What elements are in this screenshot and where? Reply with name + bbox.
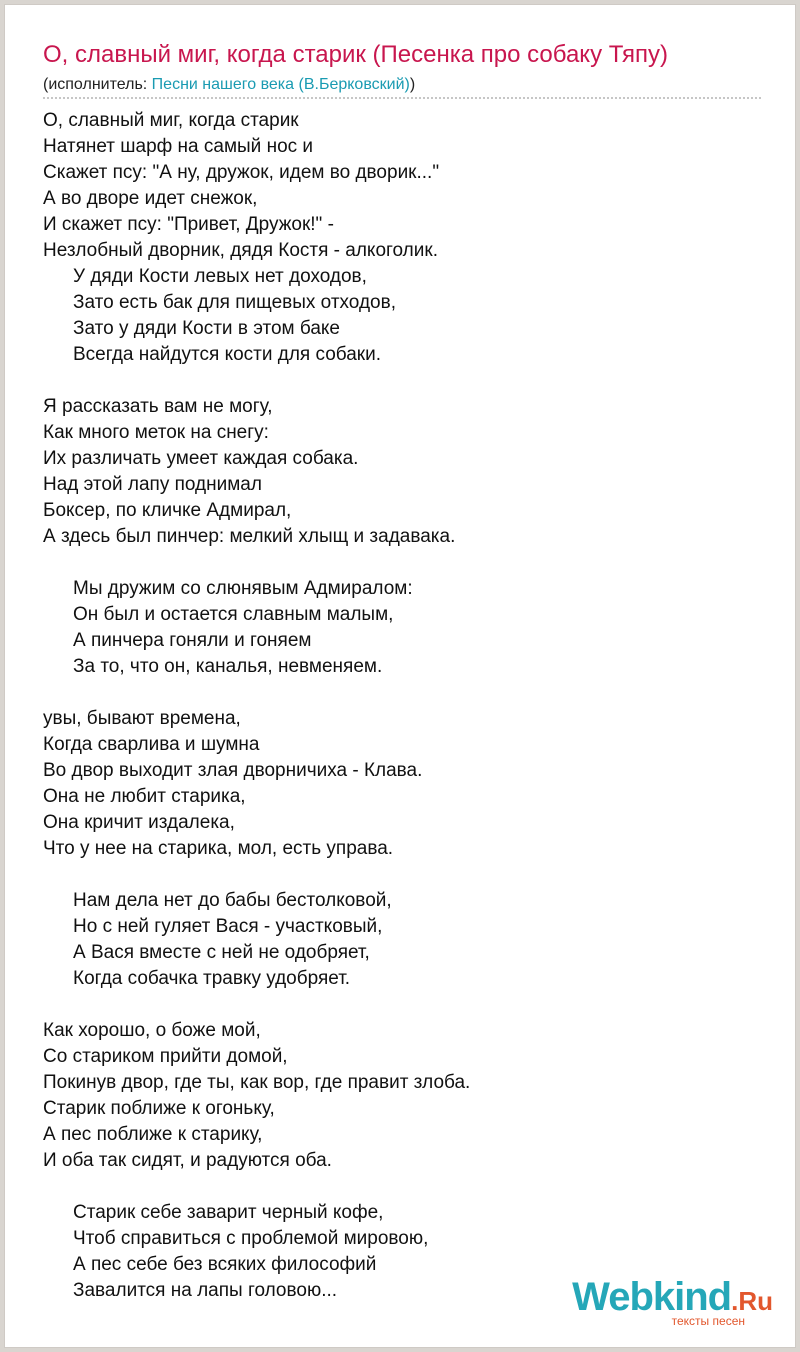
lyric-line: А пес поближе к старику, <box>43 1124 263 1145</box>
lyric-line: Чтоб справиться с проблемой мировою, <box>73 1228 429 1249</box>
lyric-line: За то, что он, каналья, невменяем. <box>73 656 383 677</box>
lyric-line: У дяди Кости левых нет доходов, <box>73 266 367 287</box>
lyric-line: Со стариком прийти домой, <box>43 1046 288 1067</box>
lyric-line: Когда сварлива и шумна <box>43 734 260 755</box>
logo-wordmark: Webkind <box>572 1275 732 1319</box>
lyric-line: Как хорошо, о боже мой, <box>43 1020 261 1041</box>
lyric-line: Скажет псу: "А ну, дружок, идем во дворик..." <box>43 162 440 183</box>
lyric-line: О, славный миг, когда старик <box>43 110 299 131</box>
lyric-line: Она не любит старика, <box>43 786 246 807</box>
lyric-line: Но с ней гуляет Вася - участковый, <box>73 916 383 937</box>
lyrics-card <box>4 4 796 1348</box>
lyric-line: Над этой лапу поднимал <box>43 474 262 495</box>
performer-prefix: (исполнитель: <box>43 76 152 93</box>
lyric-line: Нам дела нет до бабы бестолковой, <box>73 890 392 911</box>
lyric-line: Когда собачка травку удобряет. <box>73 968 351 989</box>
lyric-line: А пес себе без всяких философий <box>73 1254 377 1275</box>
lyric-line: А во дворе идет снежок, <box>43 188 258 209</box>
performer-suffix: ) <box>409 76 416 93</box>
lyric-line: Она кричит издалека, <box>43 812 235 833</box>
stanza-break <box>43 680 470 706</box>
lyric-line: Зато у дяди Кости в этом баке <box>73 318 340 339</box>
lyric-line: Мы дружим со слюнявым Адмиралом: <box>73 578 413 599</box>
stanza-break <box>43 550 470 576</box>
stanza-break <box>43 862 470 888</box>
lyric-line: Их различать умеет каждая собака. <box>43 448 359 469</box>
lyric-line: Во двор выходит злая дворничиха - Клава. <box>43 760 423 781</box>
lyric-line: Я рассказать вам не могу, <box>43 396 273 417</box>
lyric-line: А пинчера гоняли и гоняем <box>73 630 312 651</box>
lyric-line: Старик себе заварит черный кофе, <box>73 1202 384 1223</box>
lyric-line: Незлобный дворник, дядя Костя - алкоголик. <box>43 240 438 261</box>
site-logo[interactable] <box>572 1277 773 1327</box>
lyric-line: Что у нее на старика, мол, есть управа. <box>43 838 394 859</box>
lyric-line: И скажет псу: "Привет, Дружок!" - <box>43 214 334 235</box>
lyric-line: А Вася вместе с ней не одобряет, <box>73 942 370 963</box>
logo-tagline: тексты песен <box>671 1314 745 1328</box>
dotted-divider <box>43 97 761 99</box>
lyric-line: А здесь был пинчер: мелкий хлыщ и задавака. <box>43 526 456 547</box>
performer-line <box>43 77 415 93</box>
lyric-line: Завалится на лапы головою... <box>73 1280 338 1301</box>
lyric-line: Боксер, по кличке Адмирал, <box>43 500 292 521</box>
stanza-break <box>43 368 470 394</box>
logo-domain: .Ru <box>731 1286 773 1316</box>
lyrics-body <box>43 108 470 1304</box>
lyric-line: Всегда найдутся кости для собаки. <box>73 344 381 365</box>
lyric-line: Зато есть бак для пищевых отходов, <box>73 292 396 313</box>
lyric-line: увы, бывают времена, <box>43 708 241 729</box>
lyric-line: Покинув двор, где ты, как вор, где правит злоба. <box>43 1072 471 1093</box>
performer-link[interactable]: Песни нашего века (В.Берковский) <box>151 76 410 93</box>
song-title: О, славный миг, когда старик (Песенка про собаку Тяпу) <box>43 41 669 68</box>
lyric-line: Натянет шарф на самый нос и <box>43 136 314 157</box>
lyric-line: И оба так сидят, и радуются оба. <box>43 1150 332 1171</box>
lyric-line: Он был и остается славным малым, <box>73 604 394 625</box>
stanza-break <box>43 1174 470 1200</box>
lyric-line: Старик поближе к огоньку, <box>43 1098 275 1119</box>
stanza-break <box>43 992 470 1018</box>
lyric-line: Как много меток на снегу: <box>43 422 269 443</box>
